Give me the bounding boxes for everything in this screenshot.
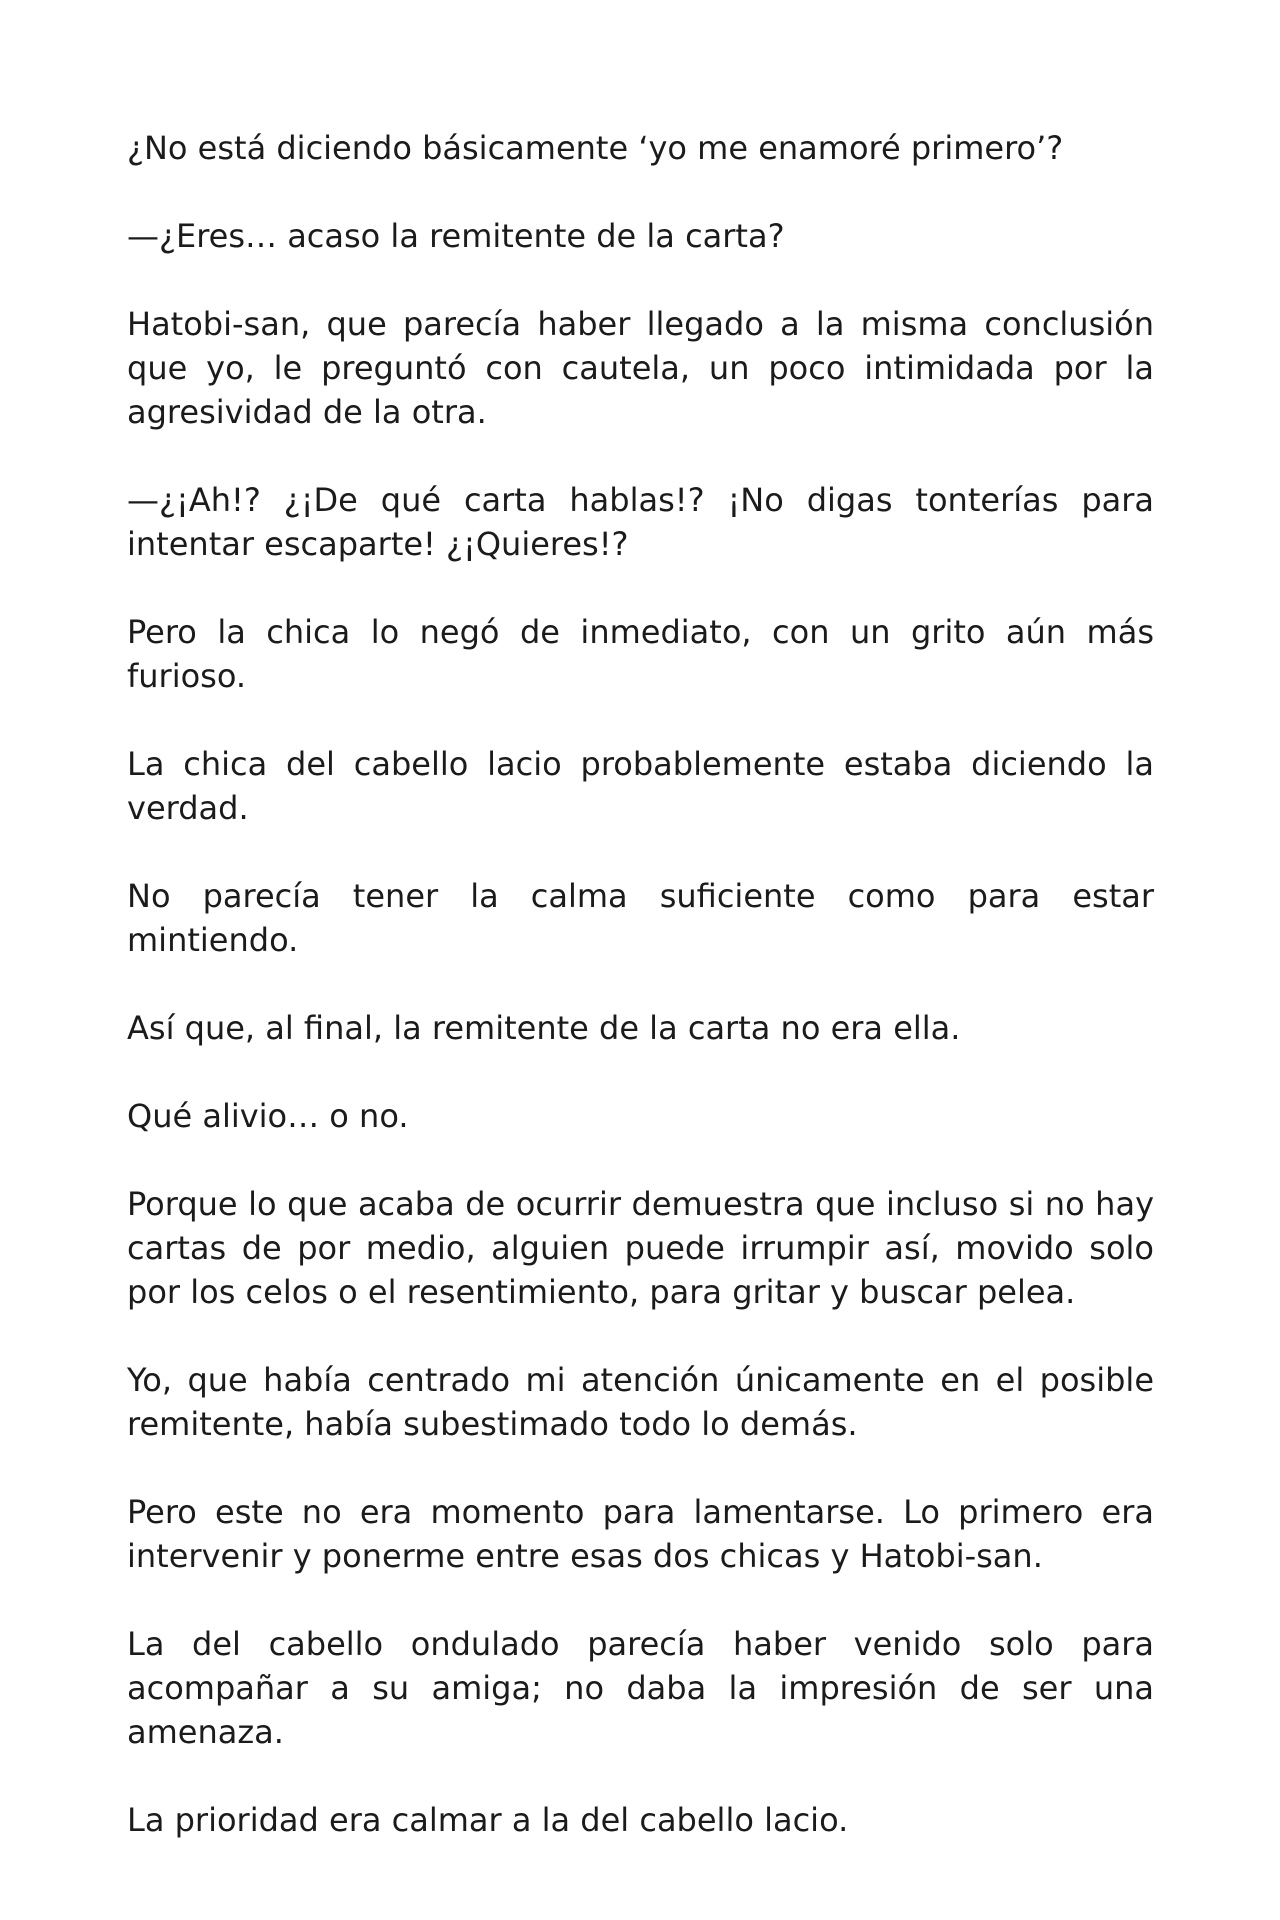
paragraph-12: Pero este no era momento para lamentarse. Lo primero era intervenir y ponerme entre esas dos chicas y Hatobi-san. (127, 1493, 1154, 1575)
paragraph-4: —¿¡Ah!? ¿¡De qué carta hablas!? ¡No digas tonterías para intentar escaparte! ¿¡Quieres!? (127, 481, 1154, 563)
paragraph-2: —¿Eres… acaso la remitente de la carta? (127, 217, 785, 255)
paragraph-1: ¿No está diciendo básicamente ‘yo me enamoré primero’? (127, 129, 1064, 167)
paragraph-5: Pero la chica lo negó de inmediato, con un grito aún más furioso. (127, 613, 1154, 695)
paragraph-9: Qué alivio… o no. (127, 1097, 409, 1135)
paragraph-7: No parecía tener la calma suficiente como para estar mintiendo. (127, 877, 1154, 959)
paragraph-14: La prioridad era calmar a la del cabello lacio. (127, 1801, 849, 1839)
paragraph-8: Así que, al final, la remitente de la carta no era ella. (127, 1009, 961, 1047)
paragraph-6: La chica del cabello lacio probablemente estaba diciendo la verdad. (127, 745, 1154, 827)
paragraph-10: Porque lo que acaba de ocurrir demuestra que incluso si no hay cartas de por medio, alguien puede irrumpir así, movido solo por los celos o el resentimiento, para gritar y buscar pelea. (127, 1185, 1154, 1311)
paragraph-13: La del cabello ondulado parecía haber venido solo para acompañar a su amiga; no daba la impresión de ser una amenaza. (127, 1625, 1154, 1751)
paragraph-11: Yo, que había centrado mi atención únicamente en el posible remitente, había subestimado todo lo demás. (127, 1361, 1154, 1443)
paragraph-3: Hatobi-san, que parecía haber llegado a la misma conclusión que yo, le preguntó con cautela, un poco intimidada por la agresividad de la otra. (127, 305, 1154, 431)
